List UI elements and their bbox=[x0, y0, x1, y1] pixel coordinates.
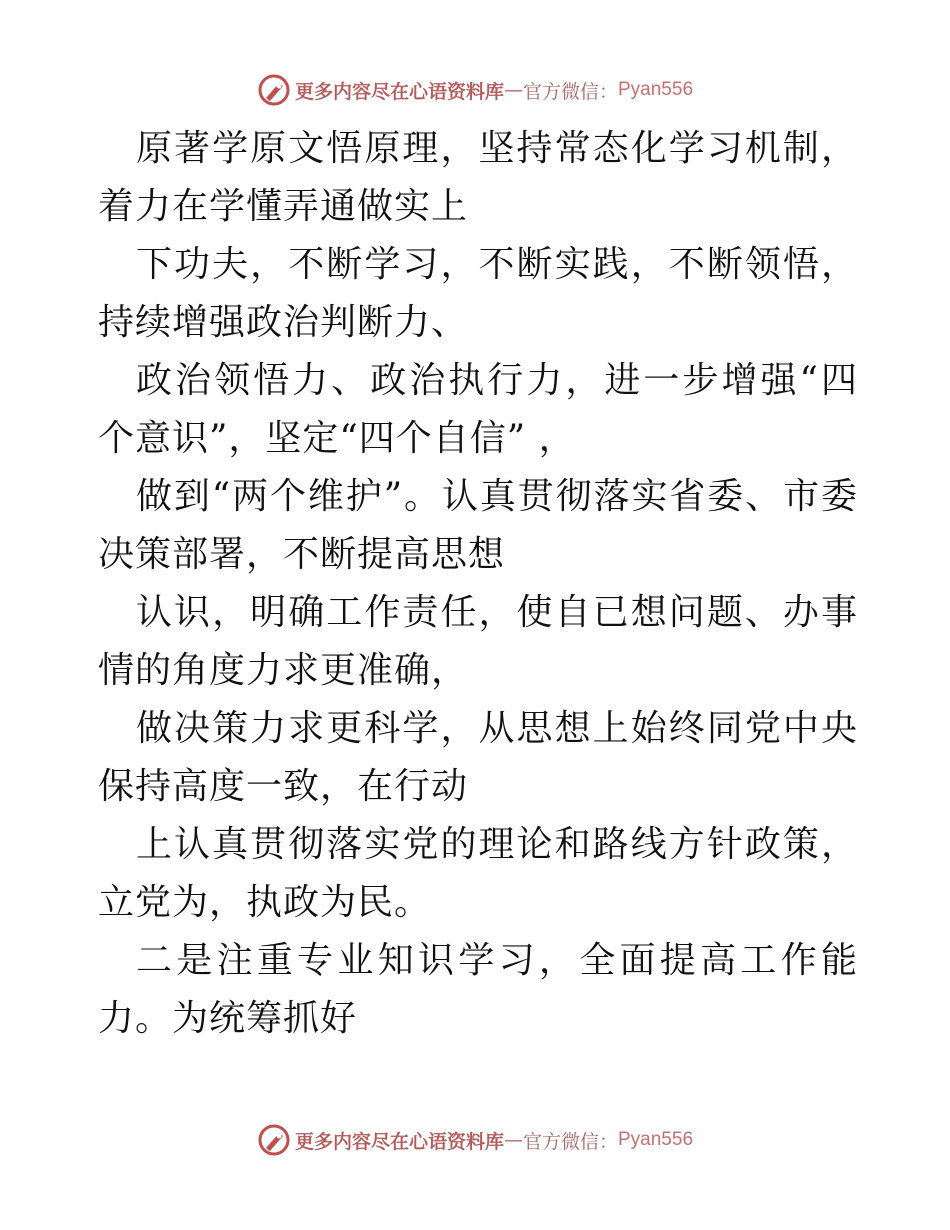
watermark-account-id: Pyan556 bbox=[618, 1129, 694, 1150]
paragraph-2: 下功夫，不断学习，不断实践，不断领悟，持续增强政治判断力、 bbox=[98, 244, 858, 343]
paragraph-8: 二是注重专业知识学习，全面提高工作能力。为统筹抓好 bbox=[98, 940, 858, 1039]
paragraph-6: 做决策力求更科学，从思想上始终同党中央保持高度一致，在行动 bbox=[98, 708, 858, 807]
paragraph-7: 上认真贯彻落实党的理论和路线方针政策，立党为，执政为民。 bbox=[98, 824, 858, 923]
watermark-dash: — bbox=[503, 1129, 523, 1151]
paragraph-3: 政治领悟力、政治执行力，进一步增强“四个意识”，坚定“四个自信” ， bbox=[98, 360, 858, 459]
watermark-sub-text: 官方微信： bbox=[522, 80, 618, 103]
paragraph-4: 做到“两个维护”。认真贯彻落实省委、市委决策部署，不断提高思想 bbox=[98, 476, 858, 575]
pen-logo-icon bbox=[257, 1123, 291, 1157]
document-body bbox=[98, 120, 858, 1048]
watermark-dash: — bbox=[503, 79, 523, 101]
watermark-sub-text: 官方微信： bbox=[522, 1130, 618, 1153]
watermark-main-text: 更多内容尽在心语资料库 bbox=[294, 80, 504, 103]
watermark-account-id: Pyan556 bbox=[618, 79, 694, 100]
header-watermark bbox=[0, 70, 950, 110]
footer-watermark bbox=[0, 1120, 950, 1160]
paragraph-1: 原著学原文悟原理，坚持常态化学习机制，着力在学懂弄通做实上 bbox=[98, 128, 858, 227]
watermark-main-text: 更多内容尽在心语资料库 bbox=[294, 1130, 504, 1153]
paragraph-5: 认识，明确工作责任，使自已想问题、办事情的角度力求更准确， bbox=[98, 592, 858, 691]
pen-logo-icon bbox=[257, 73, 291, 107]
